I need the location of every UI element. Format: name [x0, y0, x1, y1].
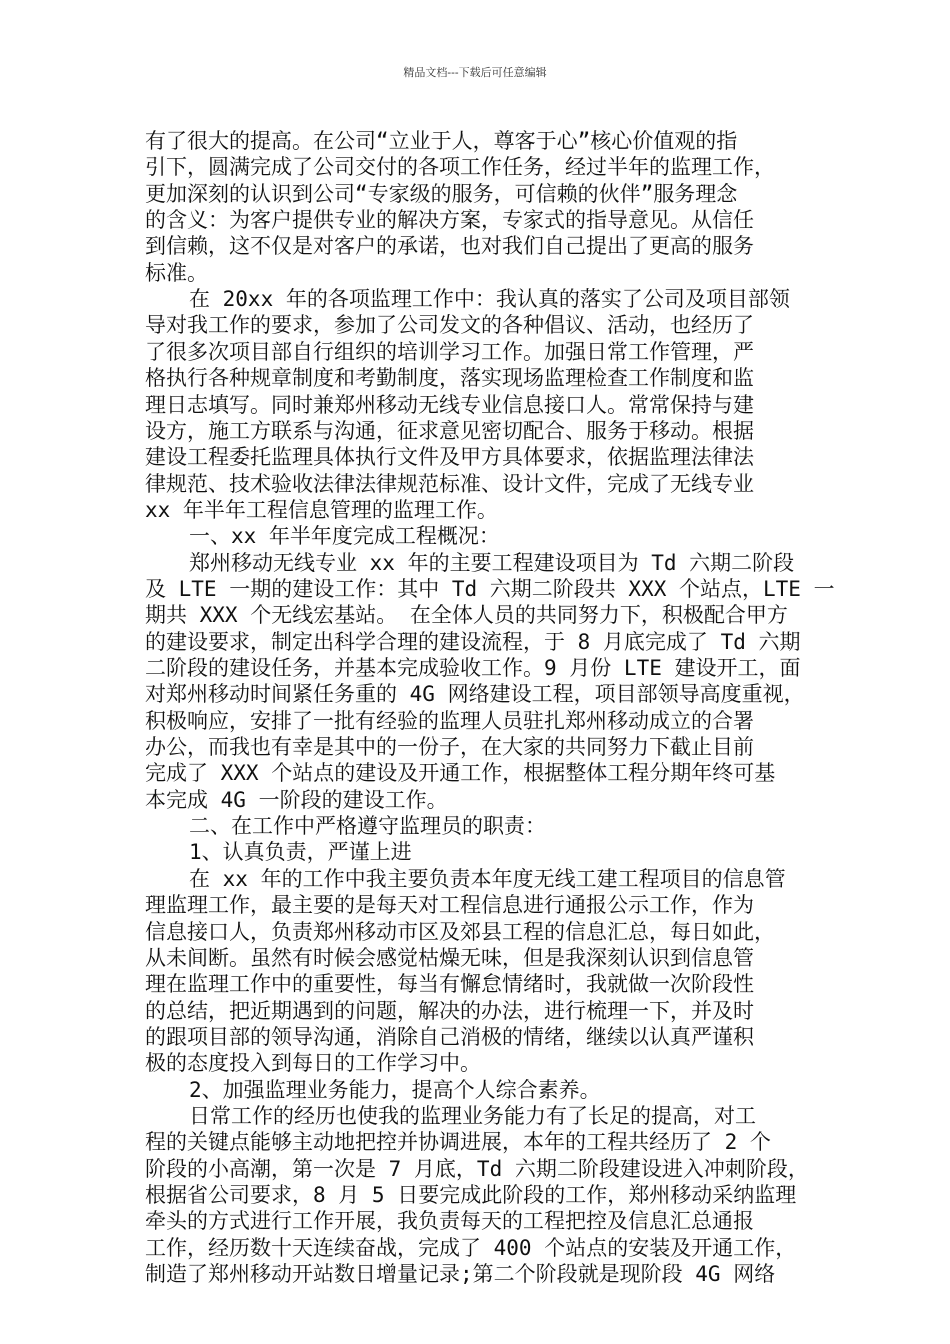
- text-line: 极的态度投入到每日的工作学习中。: [145, 1051, 481, 1076]
- text-line: 程的关键点能够主动地把控并协调进展，本年的工程共经历了 2 个: [145, 1130, 771, 1155]
- text-line: 郑州移动无线专业 xx 年的主要工程建设项目为 Td 六期二阶段: [189, 550, 795, 575]
- text-line: 根据省公司要求，8 月 5 日要完成此阶段的工作，郑州移动采纳监理: [145, 1183, 797, 1207]
- text-line: 建设工程委托监理具体执行文件及甲方具体要求，依据监理法律法: [145, 445, 754, 470]
- text-line: 标准。: [145, 260, 208, 285]
- text-line: 信息接口人，负责郑州移动市区及郊县工程的信息汇总，每日如此，: [145, 919, 775, 944]
- text-line: 办公，而我也有幸是其中的一份子，在大家的共同努力下截止目前: [145, 735, 754, 760]
- text-line: 及 LTE 一期的建设工作：其中 Td 六期二阶段共 XXX 个站点，LTE 一: [145, 576, 835, 601]
- text-line: 的跟项目部的领导沟通，消除自己消极的情绪，继续以认真严谨积: [145, 1024, 754, 1049]
- text-line: 二、在工作中严格遵守监理员的职责：: [189, 814, 546, 839]
- text-line: 阶段的小高潮，第一次是 7 月底，Td 六期二阶段建设进入冲刺阶段，: [145, 1156, 809, 1181]
- text-line: 二阶段的建设任务，并基本完成验收工作。9 月份 LTE 建设开工，面: [145, 656, 801, 680]
- text-line: 牵头的方式进行工作开展，我负责每天的工程把控及信息汇总通报: [145, 1209, 754, 1234]
- text-line: 的含义：为客户提供专业的解决方案，专家式的指导意见。从信任: [145, 208, 754, 233]
- text-line: 理在监理工作中的重要性，每当有懈怠情绪时，我就做一次阶段性: [145, 972, 754, 997]
- text-line: 有了很大的提高。在公司“立业于人，尊客于心”核心价值观的指: [145, 129, 738, 153]
- text-line: 在 20xx 年的各项监理工作中：我认真的落实了公司及项目部领: [189, 287, 790, 312]
- text-line: 了很多次项目部自行组织的培训学习工作。加强日常工作管理，严: [145, 339, 754, 364]
- text-line: 理监理工作，最主要的是每天对工程信息进行通报公示工作，作为: [145, 893, 754, 918]
- text-line: 的建设要求，制定出科学合理的建设流程，于 8 月底完成了 Td 六期: [145, 629, 801, 654]
- text-line: 本完成 4G 一阶段的建设工作。: [145, 787, 448, 812]
- text-line: 格执行各种规章制度和考勤制度，落实现场监理检查工作制度和监: [145, 366, 754, 391]
- text-line: 到信赖，这不仅是对客户的承诺，也对我们自己提出了更高的服务: [145, 234, 754, 259]
- text-line: 理日志填写。同时兼郑州移动无线专业信息接口人。常常保持与建: [145, 392, 754, 417]
- text-line: 对郑州移动时间紧任务重的 4G 网络建设工程，项目部领导高度重视，: [145, 682, 805, 707]
- text-line: 的总结，把近期遇到的问题，解决的办法，进行梳理一下，并及时: [145, 998, 754, 1023]
- text-line: 制造了郑州移动开站数日增量记录;第二个阶段就是现阶段 4G 网络: [145, 1262, 776, 1287]
- text-line: 期共 XXX 个无线宏基站。 在全体人员的共同努力下，积极配合甲方: [145, 603, 788, 628]
- text-line: 积极响应，安排了一批有经验的监理人员驻扎郑州移动成立的合署: [145, 708, 754, 733]
- text-line: 工作，经历数十天连续奋战，完成了 400 个站点的安装及开通工作，: [145, 1235, 797, 1260]
- text-line: 设方，施工方联系与沟通，征求意见密切配合、服务于移动。根据: [145, 418, 754, 443]
- text-line: 日常工作的经历也使我的监理业务能力有了长足的提高，对工: [189, 1103, 756, 1128]
- text-line: 一、xx 年半年度完成工程概况：: [189, 524, 500, 549]
- text-line: 引下，圆满完成了公司交付的各项工作任务，经过半年的监理工作，: [145, 155, 775, 180]
- text-line: 完成了 XXX 个站点的建设及开通工作，根据整体工程分期年终可基: [145, 761, 776, 786]
- text-line: 更加深刻的认识到公司“专家级的服务，可信赖的伙伴”服务理念: [145, 181, 738, 206]
- text-line: 律规范、技术验收法律法律规范标准、设计文件，完成了无线专业: [145, 471, 754, 496]
- text-line: 1、认真负责，严谨上进: [189, 840, 412, 865]
- text-line: xx 年半年工程信息管理的监理工作。: [145, 497, 498, 522]
- text-line: 2、加强监理业务能力，提高个人综合素养。: [189, 1077, 601, 1102]
- page-header: 精品文档---下载后可任意编辑: [403, 66, 547, 79]
- text-line: 导对我工作的要求，参加了公司发文的各种倡议、活动，也经历了: [145, 313, 754, 338]
- text-line: 在 xx 年的工作中我主要负责本年度无线工建工程项目的信息管: [189, 866, 786, 891]
- text-line: 从未间断。虽然有时候会感觉枯燥无味，但是我深刻认识到信息管: [145, 945, 754, 970]
